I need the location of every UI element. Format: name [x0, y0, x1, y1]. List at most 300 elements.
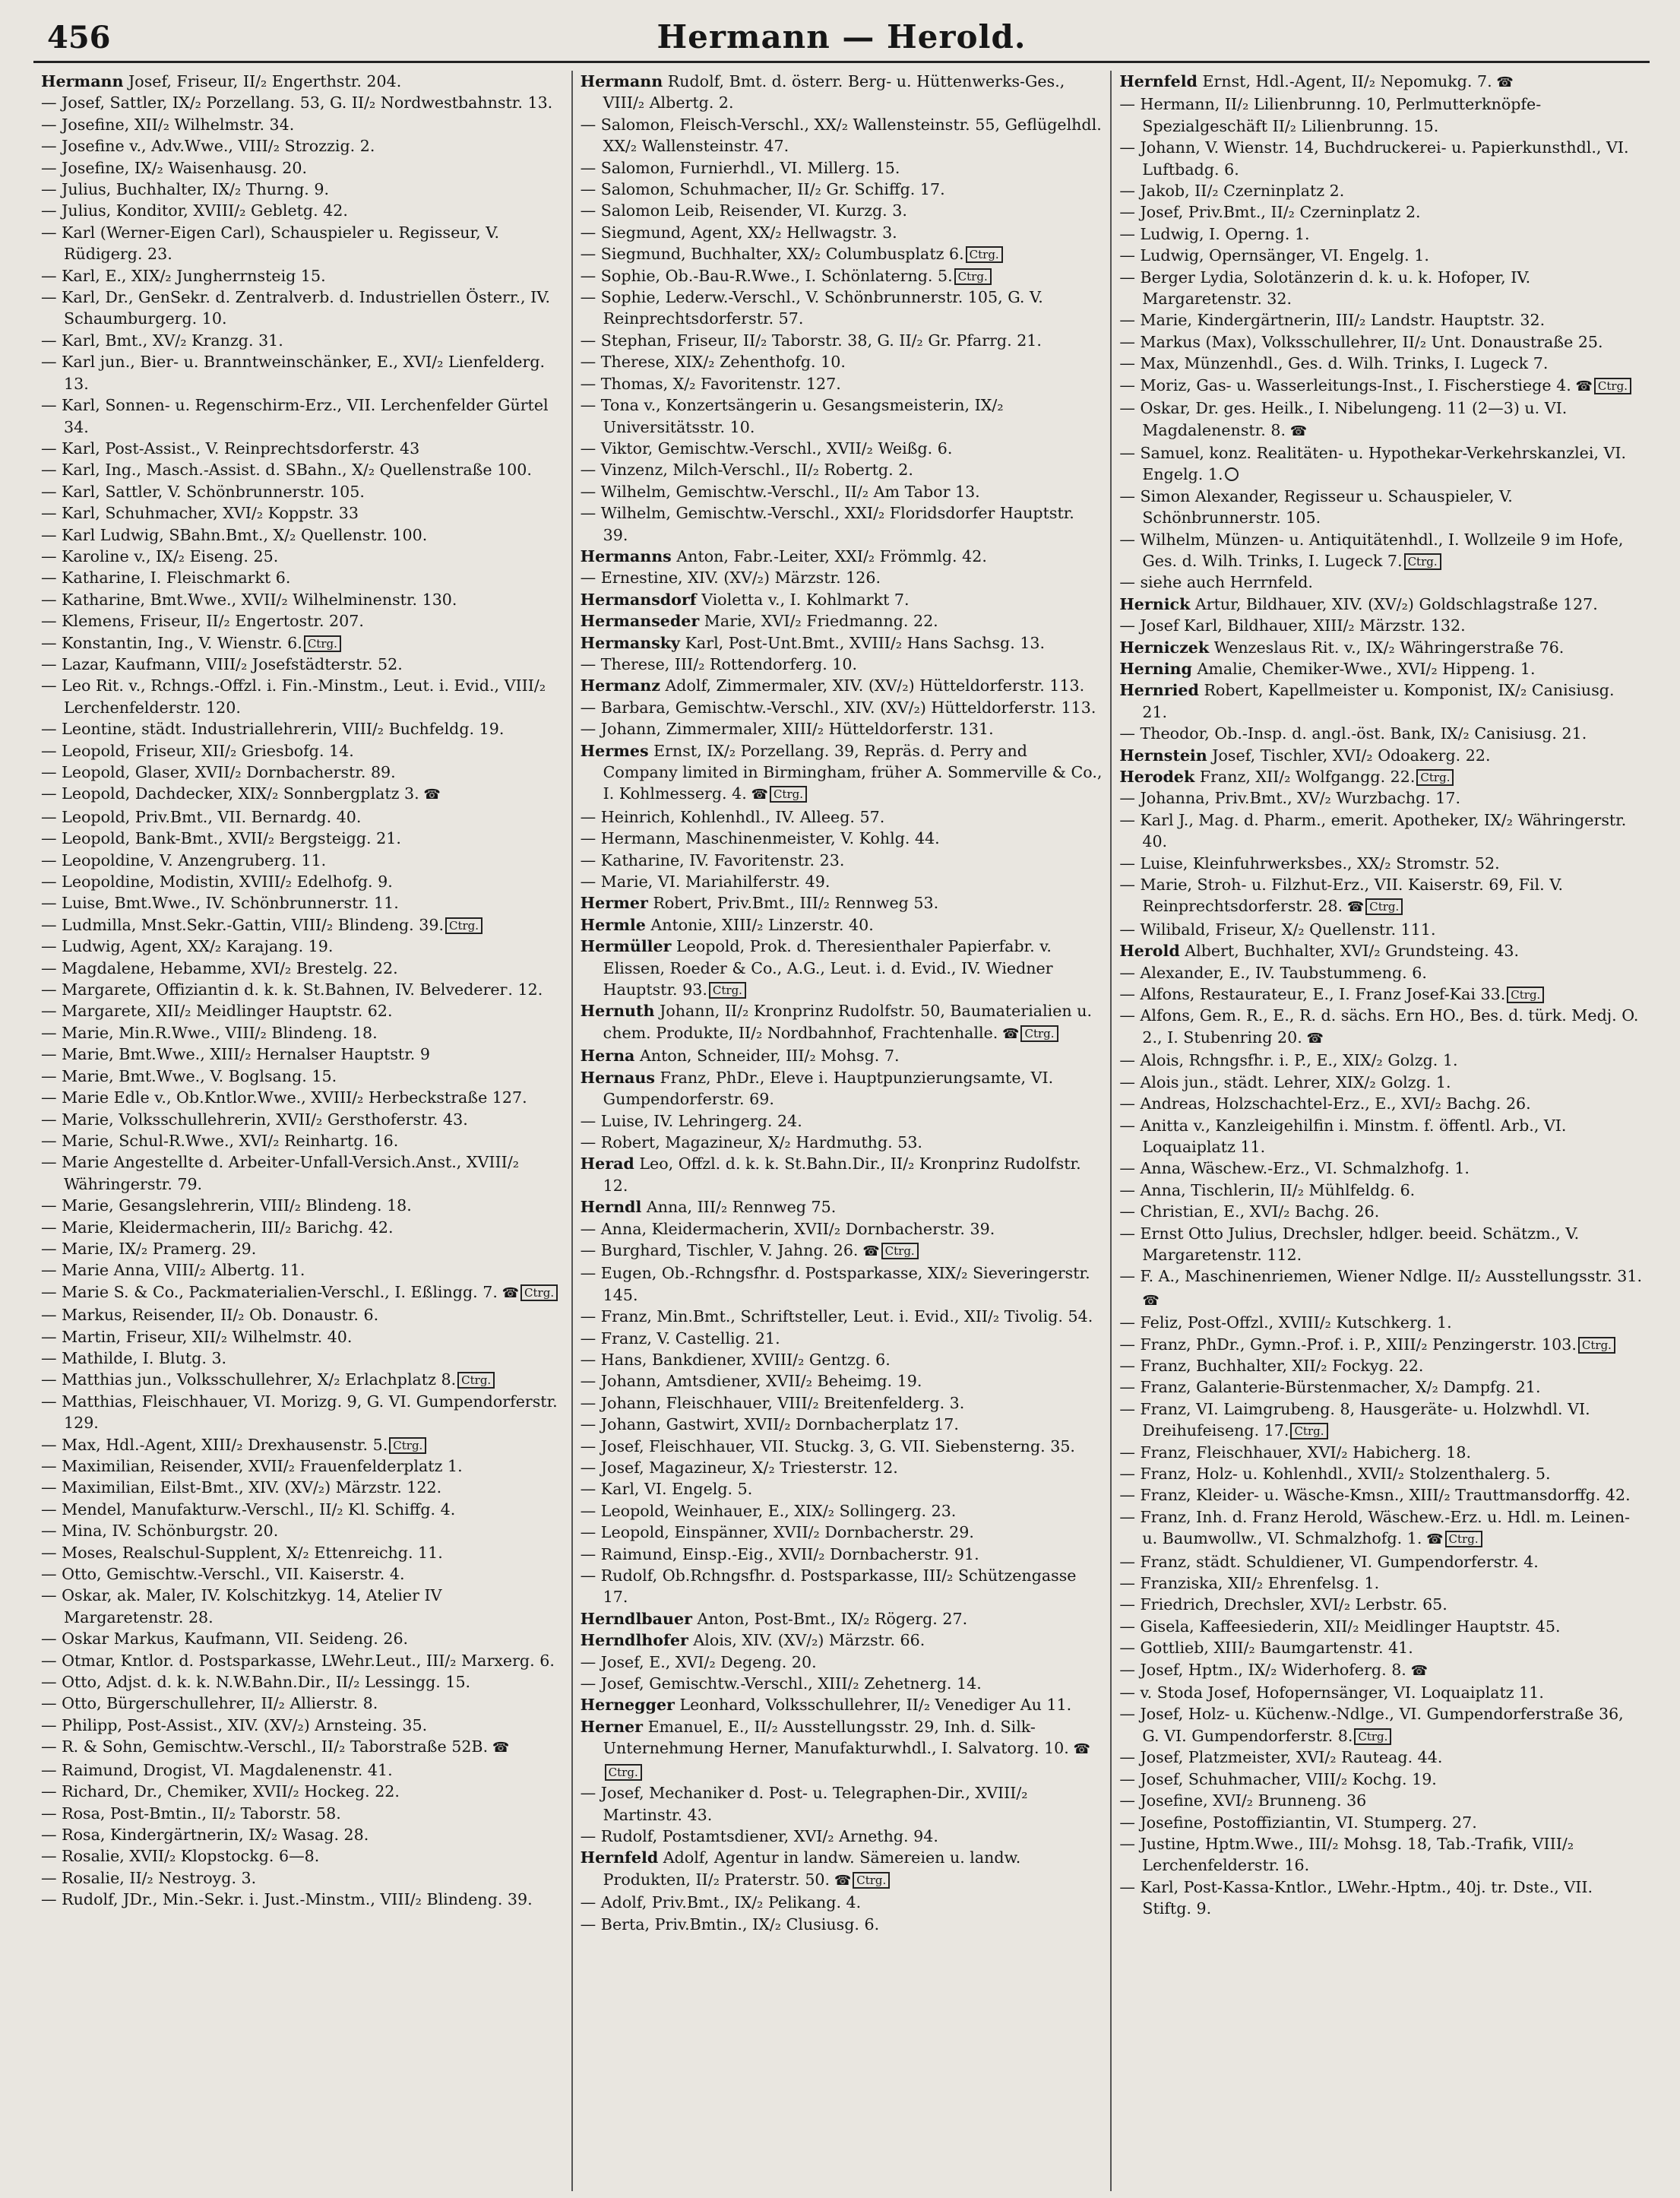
entry-text: — Luise, Kleinfuhrwerksbes., XX/₂ Stromstr. 52. — [1119, 854, 1500, 873]
directory-entry — [581, 1045, 1103, 1066]
entry-surname: Herold — [1119, 942, 1180, 961]
entry-text: — Margarete, XII/₂ Meidlinger Hauptstr. 62. — [41, 1002, 393, 1021]
directory-entry — [1119, 1877, 1642, 1920]
entry-text: — Leo Rit. v., Rchngs.-Offzl. i. Fin.-Minstm., Leut. i. Evid., VIII/₂ Lerchenfelderstr. 120. — [41, 676, 546, 717]
directory-entry — [41, 1650, 564, 1671]
entry-text: — Rudolf, Postamtsdiener, XVI/₂ Arnethg. 94. — [580, 1826, 938, 1845]
entry-surname: Herodek — [1119, 768, 1195, 786]
entry-text: — Josefine, XVI/₂ Brunneng. 36 — [1119, 1791, 1367, 1810]
directory-entry — [41, 546, 564, 567]
entry-text: — Franz, Fleischhauer, XVI/₂ Habicherg. 18. — [1119, 1443, 1472, 1462]
entry-text: — Leopold, Dachdecker, XIX/₂ Sonnbergplatz 3. — [41, 784, 419, 803]
entry-text: Anton, Fabr.-Leiter, XXI/₂ Frömmlg. 42. — [676, 546, 987, 565]
directory-entry — [581, 330, 1103, 351]
directory-entry — [1119, 353, 1642, 374]
entry-text: — Salomon, Furnierhdl., VI. Millerg. 15. — [580, 158, 900, 177]
entry-text: — Leopold, Friseur, XII/₂ Griesbofg. 14. — [41, 741, 354, 760]
entry-text: Leo, Offzl. d. k. k. St.Bahn.Dir., II/₂ Kronprinz Rudolfstr. 12. — [603, 1154, 1081, 1195]
directory-entry — [41, 1542, 564, 1563]
directory-entry — [1119, 1355, 1642, 1376]
entry-surname: Hermanns — [580, 546, 672, 565]
directory-entry — [1119, 223, 1642, 245]
telephone-icon: ☎ — [858, 1243, 880, 1259]
registered-badge: Ctrg. — [1354, 1728, 1391, 1745]
directory-entry — [1119, 745, 1642, 766]
directory-entry — [1119, 1484, 1642, 1506]
entry-text: — Siegmund, Buchhalter, XX/₂ Columbusplatz 6. — [580, 245, 964, 264]
entry-text: Robert, Priv.Bmt., III/₂ Rennweg 53. — [653, 894, 939, 913]
directory-entry — [41, 1087, 564, 1108]
entry-text: — Gisela, Kaffeesiederin, XII/₂ Meidlinger Hauptstr. 45. — [1119, 1617, 1561, 1636]
directory-entry — [581, 481, 1103, 502]
entry-text: Ernst, Hdl.-Agent, II/₂ Nepomukg. 7. — [1202, 72, 1492, 90]
entry-text: — Franziska, XII/₂ Ehrenfelsg. 1. — [1119, 1574, 1380, 1593]
directory-entry — [581, 654, 1103, 675]
entry-text: — Mathilde, I. Blutg. 3. — [41, 1348, 227, 1367]
entry-text: — Rudolf, Ob.Rchngsfhr. d. Postsparkasse, III/₂ Schützengasse 17. — [580, 1566, 1077, 1607]
directory-entry — [41, 1109, 564, 1130]
directory-entry — [581, 200, 1103, 221]
entry-text: Alois, XIV. (XV/₂) Märzstr. 66. — [693, 1631, 925, 1650]
entry-surname: Hermann — [580, 72, 663, 90]
entry-text: — Josef, Magazineur, X/₂ Triesterstr. 12. — [580, 1458, 898, 1477]
telephone-icon: ☎ — [1571, 378, 1593, 394]
directory-entry — [581, 1349, 1103, 1370]
entry-text: — Leopoldine, V. Anzengruberg. 11. — [41, 850, 327, 869]
entry-text: Robert, Kapellmeister u. Komponist, IX/₂ Canisiusg. 21. — [1142, 681, 1615, 721]
entry-text: — Karl, Sonnen- u. Regenschirm-Erz., VII. Lerchenfelder Gürtel 34. — [41, 396, 549, 436]
directory-entry — [1119, 1442, 1642, 1463]
directory-entry — [581, 1847, 1103, 1892]
directory-entry — [581, 502, 1103, 546]
directory-entry — [41, 157, 564, 179]
entry-text: — Rudolf, JDr., Min.-Sekr. i. Just.-Minstm., VIII/₂ Blindeng. 39. — [41, 1890, 533, 1909]
entry-text: Emanuel, E., II/₂ Ausstellungsstr. 29, Inh. d. Silk-Unternehmung Herner, Manufakturwhdl., I. Salvatorg. 10. — [603, 1717, 1069, 1758]
telephone-icon: ☎ — [1406, 1662, 1428, 1679]
entry-text: — Adolf, Priv.Bmt., IX/₂ Pelikang. 4. — [580, 1893, 862, 1912]
entry-text: — Otto, Gemischtw.-Verschl., VII. Kaiserstr. 4. — [41, 1565, 405, 1584]
entry-text: — Karl, VI. Engelg. 5. — [580, 1480, 753, 1499]
directory-entry — [41, 1759, 564, 1781]
entry-text: Anton, Post-Bmt., IX/₂ Rögerg. 27. — [697, 1609, 968, 1628]
entry-text: — Salomon, Schuhmacher, II/₂ Gr. Schiffg. 17. — [580, 180, 945, 199]
entry-text: — Julius, Buchhalter, IX/₂ Thurng. 9. — [41, 180, 330, 199]
registered-badge: Ctrg. — [389, 1437, 426, 1454]
entry-text: — Johann, Zimmermaler, XIII/₂ Hütteldorferstr. 131. — [580, 720, 994, 739]
directory-entry — [41, 179, 564, 200]
entry-text: — R. & Sohn, Gemischtw.-Verschl., II/₂ Taborstraße 52B. — [41, 1737, 489, 1756]
registered-badge: Ctrg. — [457, 1372, 495, 1389]
telephone-icon: ☎ — [497, 1284, 520, 1301]
directory-entry — [41, 806, 564, 828]
directory-entry — [581, 1694, 1103, 1715]
directory-entry — [581, 287, 1103, 330]
entry-text: — Josef, Sattler, IX/₂ Porzellang. 53, G. II/₂ Nordwestbahnstr. 13. — [41, 93, 553, 112]
telephone-icon: ☎ — [998, 1025, 1020, 1042]
registered-badge: Ctrg. — [1290, 1423, 1327, 1439]
directory-entry — [581, 1673, 1103, 1694]
directory-entry — [581, 351, 1103, 372]
entry-text: — Matthias jun., Volksschullehrer, X/₂ Erlachplatz 8. — [41, 1370, 457, 1389]
entry-text: Franz, XII/₂ Wolfgangg. 22. — [1199, 768, 1416, 786]
directory-entry — [41, 438, 564, 459]
entry-text: — F. A., Maschinenriemen, Wiener Ndlge. II/₂ Ausstellungsstr. 31. — [1119, 1267, 1643, 1286]
entry-text: — Mendel, Manufakturw.-Verschl., II/₂ Kl. Schiffg. 4. — [41, 1500, 456, 1519]
entry-text: — Marie, Kleidermacherin, III/₂ Barichg. 42. — [41, 1218, 394, 1237]
entry-text: — Oskar, Dr. ges. Heilk., I. Nibelungeng. 11 (2—3) u. VI. Magdalenenstr. 8. — [1119, 399, 1568, 439]
directory-entry — [41, 1715, 564, 1736]
directory-entry — [1119, 180, 1642, 201]
entry-text: — Leontine, städt. Industriallehrerin, VIII/₂ Buchfeldg. 19. — [41, 720, 505, 739]
entry-text: — Josef, E., XVI/₂ Degeng. 20. — [580, 1652, 817, 1671]
entry-text: — Marie, Stroh- u. Filzhut-Erz., VII. Kaiserstr. 69, Fil. V. Reinprechtsdorferstr. 28. — [1119, 876, 1564, 916]
directory-entry — [1119, 919, 1642, 940]
directory-entry — [581, 1652, 1103, 1673]
directory-entry — [41, 1520, 564, 1541]
directory-entry — [41, 71, 564, 92]
entry-text: — Alfons, Restaurateur, E., I. Franz Josef-Kai 33. — [1119, 985, 1506, 1004]
entry-surname: Hernstein — [1119, 746, 1207, 765]
entry-text: — Samuel, konz. Realitäten- u. Hypothekar-Verkehrskanzlei, VI. Engelg. 1. — [1119, 443, 1627, 484]
telephone-icon: ☎ — [1142, 1292, 1160, 1309]
directory-entry — [1119, 766, 1642, 787]
registered-badge: Ctrg. — [954, 268, 992, 285]
directory-entry — [1119, 331, 1642, 353]
entry-text: — Alfons, Gem. R., E., R. d. sächs. Ern HO., Bes. d. türk. Medj. O. 2., I. Stubenring 20. — [1119, 1006, 1639, 1047]
registered-badge: Ctrg. — [1404, 553, 1441, 570]
directory-entry — [581, 1110, 1103, 1132]
directory-entry — [581, 157, 1103, 179]
entry-text: — Feliz, Post-Offzl., XVIII/₂ Kutschkerg. 1. — [1119, 1313, 1452, 1332]
directory-entry — [581, 1153, 1103, 1196]
directory-entry — [41, 1671, 564, 1693]
entry-surname: Hernuth — [580, 1002, 655, 1021]
entry-text: — Rosa, Kindergärtnerin, IX/₂ Wasag. 28. — [41, 1825, 369, 1844]
directory-entry — [1119, 1312, 1642, 1333]
entry-text: — Leopold, Glaser, XVII/₂ Dornbacherstr. 89. — [41, 763, 396, 781]
entry-text: — siehe auch Herrnfeld. — [1119, 573, 1313, 592]
telephone-icon: ☎ — [746, 787, 768, 803]
entry-text: — v. Stoda Josef, Hofopernsänger, VI. Loquaiplatz 11. — [1119, 1683, 1544, 1702]
entry-surname: Herna — [580, 1047, 635, 1066]
directory-entry — [581, 936, 1103, 1000]
directory-entry — [1119, 1050, 1642, 1071]
entry-surname: Hermer — [580, 894, 648, 913]
directory-entry — [581, 1414, 1103, 1435]
entry-surname: Hermüller — [580, 937, 672, 956]
entry-text: — Leopold, Bank-Bmt., XVII/₂ Bergsteigg. 21. — [41, 829, 401, 848]
telephone-icon: ☎ — [1286, 423, 1308, 439]
entry-text: — Wilibald, Friseur, X/₂ Quellenstr. 111. — [1119, 920, 1436, 939]
directory-entry — [41, 1477, 564, 1498]
directory-entry — [581, 1914, 1103, 1935]
directory-entry — [41, 740, 564, 762]
directory-entry — [41, 1130, 564, 1151]
directory-entry — [1119, 1398, 1642, 1442]
directory-entry — [1119, 1747, 1642, 1768]
directory-entry — [41, 936, 564, 957]
telephone-icon: ☎ — [488, 1740, 510, 1756]
directory-entry — [41, 1369, 564, 1390]
entry-text: — Johann, Gastwirt, XVII/₂ Dornbacherplatz 17. — [580, 1415, 959, 1434]
entry-text: — Alexander, E., IV. Taubstummeng. 6. — [1119, 963, 1427, 982]
entry-text: — Tona v., Konzertsängerin u. Gesangsmeisterin, IX/₂ Universitätsstr. 10. — [580, 396, 1004, 436]
telephone-icon: ☎ — [1422, 1531, 1444, 1548]
directory-entry — [1119, 1463, 1642, 1484]
entry-text: — Anna, Wäschew.-Erz., VI. Schmalzhofg. 1. — [1119, 1159, 1470, 1178]
entry-text: — Karl, Ing., Masch.-Assist. d. SBahn., X/₂ Quellenstraße 100. — [41, 461, 532, 480]
directory-entry — [1119, 787, 1642, 809]
directory-entry — [1119, 1594, 1642, 1615]
telephone-icon: ☎ — [1492, 74, 1514, 90]
entry-text: — Luise, IV. Lehringerg. 24. — [580, 1111, 802, 1130]
entry-text: — Jakob, II/₂ Czerninplatz 2. — [1119, 182, 1345, 201]
directory-entry — [581, 1629, 1103, 1651]
entry-surname: Hernegger — [580, 1696, 675, 1715]
entry-text: — Ludwig, Opernsänger, VI. Engelg. 1. — [1119, 246, 1429, 265]
directory-entry — [1119, 1551, 1642, 1572]
directory-entry — [1119, 1833, 1642, 1877]
entry-surname: Hernried — [1119, 681, 1199, 700]
directory-entry — [1119, 1637, 1642, 1658]
directory-entry — [41, 1889, 564, 1910]
telephone-icon: ☎ — [1068, 1741, 1090, 1758]
directory-entry — [41, 892, 564, 914]
entry-text: — Thomas, X/₂ Favoritenstr. 127. — [580, 374, 841, 393]
directory-entry — [1119, 529, 1642, 572]
directory-entry — [581, 1328, 1103, 1349]
entry-text: — Moriz, Gas- u. Wasserleitungs-Inst., I. Fischerstiege 4. — [1119, 375, 1571, 394]
entry-surname: Hernaus — [580, 1068, 655, 1087]
entry-text: Albert, Buchhalter, XVI/₂ Grundsteing. 43. — [1185, 942, 1520, 961]
entry-text: — Josef, Mechaniker d. Post- u. Telegraphen-Dir., XVIII/₂ Martinstr. 43. — [580, 1784, 1028, 1824]
directory-entry — [1119, 1812, 1642, 1833]
entry-text: — Franz, Inh. d. Franz Herold, Wäschew.-Erz. u. Hdl. m. Leinen- u. Baumwollw., VI. Schmalzhofg. 1. — [1119, 1507, 1631, 1548]
directory-entry — [41, 1066, 564, 1087]
entry-text: Adolf, Zimmermaler, XIV. (XV/₂) Hütteldorferstr. 113. — [665, 676, 1085, 695]
entry-text: — Katharine, Bmt.Wwe., XVII/₂ Wilhelminenstr. 130. — [41, 590, 457, 609]
entry-text: — Ernst Otto Julius, Drechsler, hdlger. beeid. Schätzm., V. Margaretenstr. 112. — [1119, 1224, 1580, 1264]
entry-text: — Robert, Magazineur, X/₂ Hardmuthg. 53. — [580, 1132, 922, 1151]
entry-text: Rudolf, Bmt. d. österr. Berg- u. Hüttenwerks-Ges., VIII/₂ Albertg. 2. — [603, 72, 1065, 112]
entry-text: — Max, Münzenhdl., Ges. d. Wilh. Trinks, I. Lugeck 7. — [1119, 354, 1549, 373]
entry-text: — Franz, Kleider- u. Wäsche-Kmsn., XIII/₂ Trauttmansdorffg. 42. — [1119, 1486, 1631, 1505]
directory-entry — [41, 1781, 564, 1802]
entry-text: — Karl J., Mag. d. Pharm., emerit. Apotheker, IX/₂ Währingerstr. 40. — [1119, 810, 1627, 851]
entry-text: Wenzeslaus Rit. v., IX/₂ Währingerstraße 76. — [1213, 638, 1565, 657]
registered-badge: Ctrg. — [1594, 378, 1631, 394]
entry-text: — Hermann, Maschinenmeister, V. Kohlg. 44. — [580, 829, 940, 848]
entry-text: — Marie, Gesangslehrerin, VIII/₂ Blindeng. 18. — [41, 1196, 412, 1215]
directory-entry — [41, 1000, 564, 1021]
entry-text: — Anna, Kleidermacherin, XVII/₂ Dornbacherstr. 39. — [580, 1219, 995, 1238]
directory-entry — [581, 1196, 1103, 1218]
directory-entry — [581, 71, 1103, 114]
registered-badge: Ctrg. — [520, 1284, 558, 1301]
directory-entry — [581, 1565, 1103, 1608]
entry-text: — Johanna, Priv.Bmt., XV/₂ Wurzbachg. 17. — [1119, 789, 1461, 808]
directory-entry — [1119, 658, 1642, 679]
entry-text: — Anna, Tischlerin, II/₂ Mühlfeldg. 6. — [1119, 1180, 1416, 1199]
entry-text: — Otto, Bürgerschullehrer, II/₂ Allierstr. 8. — [41, 1694, 378, 1713]
entry-text: — Markus, Reisender, II/₂ Ob. Donaustr. 6. — [41, 1306, 379, 1325]
directory-entry — [41, 850, 564, 871]
entry-text: — Sophie, Lederw.-Verschl., V. Schönbrunnerstr. 105, G. V. Reinprechtsdorferstr. 57. — [580, 288, 1043, 328]
registered-badge: Ctrg. — [1020, 1025, 1058, 1042]
directory-entry — [41, 1281, 564, 1304]
entry-text: — Markus (Max), Volksschullehrer, II/₂ Unt. Donaustraße 25. — [1119, 332, 1603, 351]
entry-text: — Ernestine, XIV. (XV/₂) Märzstr. 126. — [580, 569, 881, 588]
entry-text: — Max, Hdl.-Agent, XIII/₂ Drexhausenstr. 5. — [41, 1435, 388, 1454]
entry-text: — Leopold, Priv.Bmt., VII. Bernardg. 40. — [41, 807, 362, 826]
entry-text: — Raimund, Einsp.-Eig., XVII/₂ Dornbacherstr. 91. — [580, 1544, 979, 1563]
entry-text: — Moses, Realschul-Supplent, X/₂ Ettenreichg. 11. — [41, 1543, 443, 1562]
directory-entry — [41, 1693, 564, 1714]
directory-entry — [581, 1716, 1103, 1782]
directory-entry — [581, 914, 1103, 936]
directory-entry — [41, 1845, 564, 1867]
directory-entry — [41, 1434, 564, 1455]
entry-surname: Hermes — [580, 741, 649, 760]
directory-entry — [41, 1563, 564, 1585]
directory-entry — [41, 1499, 564, 1520]
columns — [33, 71, 1650, 2191]
entry-text: — Alois, Rchngsfhr. i. P., E., XIX/₂ Golzg. 1. — [1119, 1051, 1458, 1070]
directory-entry — [41, 524, 564, 546]
entry-text: — Katharine, I. Fleischmarkt 6. — [41, 569, 291, 588]
entry-text: — Karl, E., XIX/₂ Jungherrnsteig 15. — [41, 266, 326, 285]
directory-entry — [41, 481, 564, 502]
directory-entry — [581, 1500, 1103, 1522]
directory-entry — [581, 871, 1103, 892]
entry-text: — Marie Anna, VIII/₂ Albertg. 11. — [41, 1261, 305, 1280]
directory-entry — [41, 1391, 564, 1434]
entry-text: — Berger Lydia, Solotänzerin d. k. u. k. Hofoper, IV. Margaretenstr. 32. — [1119, 268, 1531, 309]
entry-text: — Leopoldine, Modistin, XVIII/₂ Edelhofg. 9. — [41, 873, 393, 892]
entry-surname: Hermansky — [580, 633, 681, 652]
entry-text: — Rosa, Post-Bmtin., II/₂ Taborstr. 58. — [41, 1804, 341, 1823]
entry-text: — Franz, VI. Laimgrubeng. 8, Hausgeräte- u. Holzwhdl. VI. Dreihufeiseng. 17. — [1119, 1399, 1590, 1440]
entry-surname: Hermann — [41, 72, 124, 90]
directory-entry — [581, 1240, 1103, 1262]
directory-entry — [581, 438, 1103, 459]
entry-text: — Friedrich, Drechsler, XVI/₂ Lerbstr. 65. — [1119, 1595, 1447, 1614]
entry-text: — Johann, Fleischhauer, VIII/₂ Breitenfelderg. 3. — [580, 1393, 965, 1412]
entry-text: — Josef Karl, Bildhauer, XIII/₂ Märzstr. 132. — [1119, 616, 1466, 635]
entry-text: — Ludwig, Agent, XX/₂ Karajang. 19. — [41, 937, 334, 956]
entry-text: — Therese, III/₂ Rottendorferg. 10. — [580, 654, 858, 673]
entry-text: — Franz, Min.Bmt., Schriftsteller, Leut. i. Evid., XII/₂ Tivolig. 54. — [580, 1307, 1093, 1326]
directory-entry — [581, 828, 1103, 849]
entry-text: — Richard, Dr., Chemiker, XVII/₂ Hockeg. 22. — [41, 1782, 400, 1801]
entry-text: Johann, II/₂ Kronprinz Rudolfstr. 50, Baumaterialien u. chem. Produkte, II/₂ Nordbahnhof, Frachtenhalle. — [603, 1002, 1093, 1042]
directory-entry — [581, 1392, 1103, 1414]
entry-text: — Franz, Holz- u. Kohlenhdl., XVII/₂ Stolzenthalerg. 5. — [1119, 1465, 1551, 1483]
entry-text: Leonhard, Volksschullehrer, II/₂ Venediger Au 11. — [679, 1696, 1072, 1715]
directory-entry — [1119, 1265, 1642, 1312]
directory-entry — [41, 632, 564, 654]
entry-text: — Marie Angestellte d. Arbeiter-Unfall-Versich.Anst., XVIII/₂ Währingerstr. 79. — [41, 1153, 520, 1193]
registered-badge: Ctrg. — [1445, 1531, 1482, 1547]
directory-entry — [1119, 137, 1642, 180]
directory-entry — [581, 394, 1103, 438]
directory-entry — [581, 850, 1103, 871]
entry-text: — Matthias, Fleischhauer, VI. Morizg. 9, G. VI. Gumpendorferstr. 129. — [41, 1392, 558, 1433]
directory-entry — [581, 373, 1103, 394]
entry-text: — Josef, Platzmeister, XVI/₂ Rauteag. 44. — [1119, 1748, 1443, 1767]
page-header — [33, 18, 1650, 63]
directory-entry — [1119, 1072, 1642, 1093]
directory-entry — [1119, 1769, 1642, 1790]
running-head: Hermann — Herold. — [656, 18, 1027, 55]
entry-text: — Philipp, Post-Assist., XIV. (XV/₂) Arnsteing. 35. — [41, 1715, 428, 1734]
directory-entry — [41, 1628, 564, 1649]
entry-text: — Stephan, Friseur, II/₂ Taborstr. 38, G. II/₂ Gr. Pfarrg. 21. — [580, 331, 1042, 350]
directory-entry — [581, 1306, 1103, 1327]
entry-text: — Josef, Schuhmacher, VIII/₂ Kochg. 19. — [1119, 1769, 1437, 1788]
entry-text: — Theodor, Ob.-Insp. d. angl.-öst. Bank, IX/₂ Canisiusg. 21. — [1119, 724, 1587, 743]
entry-text: — Karoline v., IX/₂ Eiseng. 25. — [41, 546, 279, 565]
directory-entry — [581, 1262, 1103, 1306]
directory-entry — [41, 351, 564, 394]
directory-entry — [41, 265, 564, 287]
directory-entry — [581, 1370, 1103, 1392]
entry-text: — Salomon Leib, Reisender, VI. Kurzg. 3. — [580, 201, 907, 220]
directory-entry — [41, 1736, 564, 1759]
entry-text: — Margarete, Offiziantin d. k. k. St.Bahnen, IV. Belvederег. 12. — [41, 980, 543, 999]
directory-entry — [581, 1608, 1103, 1629]
directory-entry — [41, 114, 564, 135]
directory-entry — [41, 1348, 564, 1369]
entry-surname: Herner — [580, 1717, 644, 1736]
directory-entry — [581, 697, 1103, 718]
directory-entry — [1119, 1115, 1642, 1158]
registered-badge: Ctrg. — [605, 1764, 642, 1781]
registered-badge: Ctrg. — [445, 917, 482, 934]
directory-entry — [1119, 874, 1642, 919]
entry-text: — Wilhelm, Münzen- u. Antiquitätenhdl., I. Wollzeile 9 im Hofe, Ges. d. Wilh. Trinks, I. Lugeck 7. — [1119, 530, 1624, 570]
entry-text: Antonie, XIII/₂ Linzerstr. 40. — [650, 915, 874, 934]
registered-badge: Ctrg. — [1507, 987, 1544, 1003]
entry-surname: Hermle — [580, 915, 646, 934]
entry-text: — Simon Alexander, Regisseur u. Schauspieler, V. Schönbrunnerstr. 105. — [1119, 486, 1513, 527]
entry-text: — Josef, Hptm., IX/₂ Widerhoferg. 8. — [1119, 1660, 1406, 1679]
directory-entry — [581, 459, 1103, 480]
entry-text: — Lazar, Kaufmann, VIII/₂ Josefstädterstr. 52. — [41, 654, 403, 673]
emblem-icon — [1225, 467, 1239, 481]
directory-entry — [581, 1782, 1103, 1826]
entry-text: Anton, Schneider, III/₂ Mohsg. 7. — [639, 1047, 900, 1066]
entry-text: — Christian, E., XVI/₂ Bachg. 26. — [1119, 1202, 1380, 1221]
entry-text: Josef, Tischler, XVI/₂ Odoakerg. 22. — [1212, 746, 1491, 765]
directory-entry — [581, 222, 1103, 243]
directory-entry — [1119, 71, 1642, 93]
entry-text: — Rosalie, XVII/₂ Klopstockg. 6—8. — [41, 1847, 320, 1866]
entry-text: — Josef, Gemischtw.-Verschl., XIII/₂ Zehetnerg. 14. — [580, 1674, 982, 1693]
entry-text: — Karl Ludwig, SBahn.Bmt., X/₂ Quellenstr. 100. — [41, 525, 428, 544]
entry-text: — Marie, Bmt.Wwe., XIII/₂ Hernalser Hauptstr. 9 — [41, 1045, 430, 1064]
entry-text: — Otto, Adjst. d. k. k. N.W.Bahn.Dir., II/₂ Lessingg. 15. — [41, 1673, 471, 1692]
directory-entry — [41, 567, 564, 588]
directory-entry — [41, 871, 564, 892]
entry-text: — Karl, Bmt., XV/₂ Kranzg. 31. — [41, 331, 283, 350]
directory-entry — [41, 330, 564, 351]
entry-surname: Herning — [1119, 659, 1192, 678]
directory-entry — [581, 265, 1103, 287]
directory-entry — [1119, 245, 1642, 266]
entry-text: — Karl, Post-Kassa-Kntlor., LWehr.-Hptm., 40j. tr. Dste., VII. Stiftg. 9. — [1119, 1877, 1593, 1918]
entry-text: — Maximilian, Reisender, XVII/₂ Frauenfelderplatz 1. — [41, 1457, 463, 1475]
